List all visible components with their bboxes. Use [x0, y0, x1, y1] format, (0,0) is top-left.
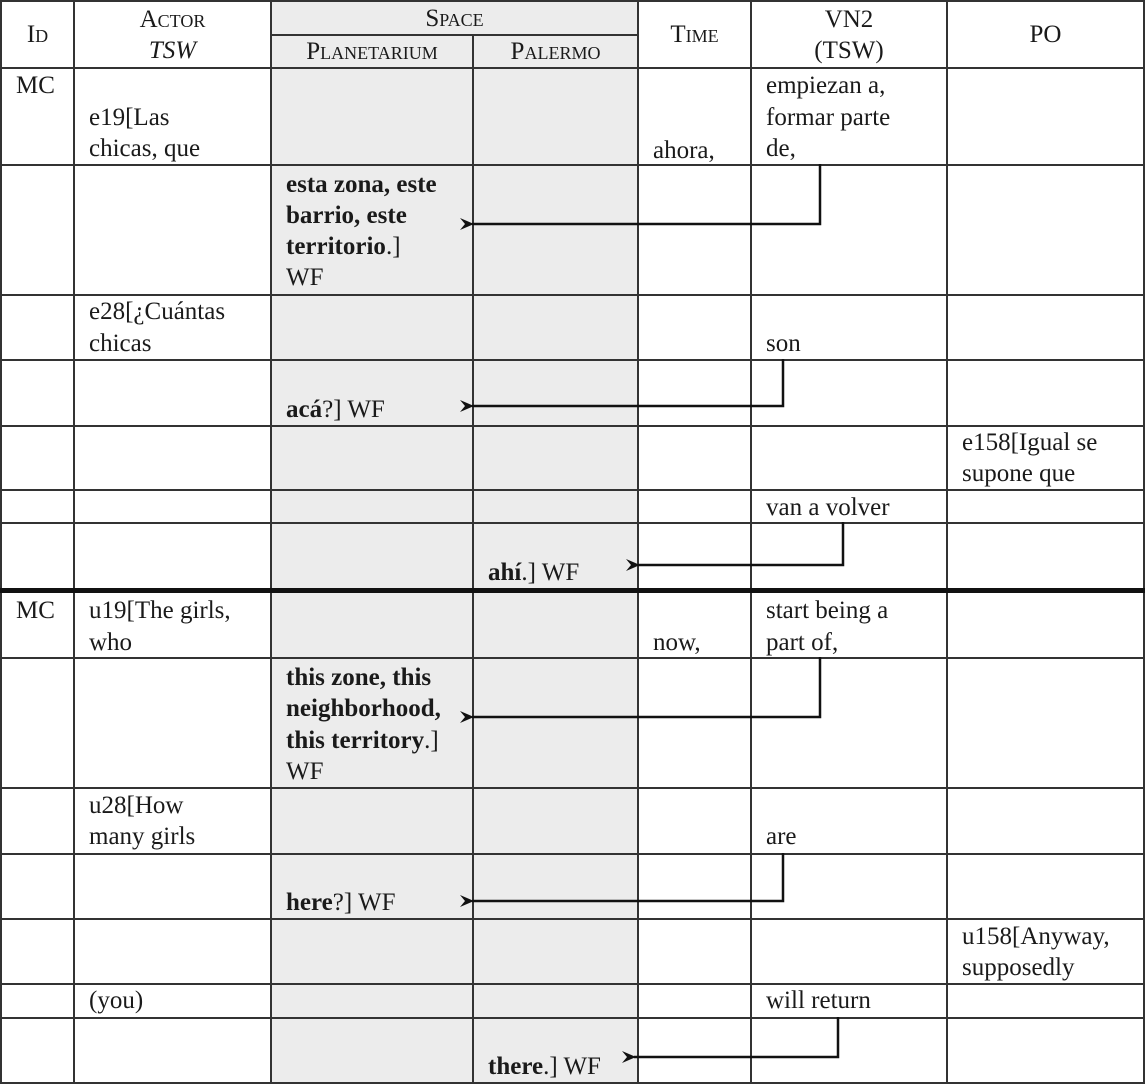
- planetarium-tail-text: .]: [424, 727, 439, 754]
- arrow-en-3: [634, 1017, 838, 1057]
- row-divider: [0, 489, 1145, 491]
- planetarium-tail-text: ?] WF: [322, 396, 385, 423]
- table-border-top: [0, 0, 1145, 2]
- planetarium-text: [286, 725, 439, 756]
- planetarium-text: [286, 394, 385, 425]
- row-divider: [0, 983, 1145, 985]
- palermo-tail-text: .] WF: [521, 559, 580, 586]
- vn2-text: van a volver: [766, 494, 890, 521]
- planetarium-text: [286, 231, 401, 262]
- actor-text: chicas: [89, 330, 152, 357]
- actor-text: many girls: [89, 823, 196, 850]
- time-text: now,: [653, 629, 701, 656]
- header-palermo: Palermo: [510, 38, 601, 65]
- planetarium-bold-text: here: [286, 889, 333, 916]
- header-vn2-sub: (TSW): [814, 37, 884, 64]
- planetarium-bold-text: acá: [286, 396, 323, 423]
- row-id: MC: [16, 597, 55, 624]
- row-divider: [0, 1017, 1145, 1019]
- header-space: Space: [425, 5, 484, 32]
- vn2-text: will return: [766, 987, 871, 1014]
- header-actor-sub: TSW: [148, 37, 197, 64]
- header-actor: Actor: [139, 6, 206, 33]
- planetarium-text: barrio, este: [286, 202, 407, 229]
- planetarium-text: WF: [286, 264, 324, 291]
- vn2-text: de,: [766, 135, 796, 162]
- actor-text: chicas, que: [89, 135, 201, 162]
- vn2-text: son: [766, 330, 801, 357]
- planetarium-tail-text: .]: [385, 233, 401, 260]
- palermo-text: [488, 557, 579, 588]
- row-divider: [0, 787, 1145, 789]
- vn2-text: empiezan a,: [766, 72, 886, 99]
- header-bottom-line: [0, 67, 1145, 69]
- row-divider: [0, 853, 1145, 855]
- vn2-text: formar parte: [766, 104, 891, 131]
- row-divider: [0, 657, 1145, 659]
- palermo-bold-text: ahí: [488, 559, 522, 586]
- palermo-tail-text: .] WF: [543, 1053, 601, 1080]
- row-divider: [0, 918, 1145, 920]
- po-text: supposedly: [962, 954, 1075, 981]
- vn2-text: part of,: [766, 629, 839, 656]
- planetarium-text: neighborhood,: [286, 695, 441, 722]
- row-divider: [0, 164, 1145, 166]
- section-divider: [0, 588, 1145, 593]
- planetarium-text: this zone, this: [286, 664, 432, 691]
- palermo-text: [488, 1051, 601, 1082]
- planetarium-text: WF: [286, 758, 324, 785]
- row-divider: [0, 359, 1145, 361]
- header-vn2: VN2: [824, 6, 874, 33]
- actor-text: e28[¿Cuántas: [89, 298, 226, 325]
- header-time: Time: [670, 21, 719, 48]
- column-divider: [472, 34, 474, 1083]
- header-planetarium: Planetarium: [306, 38, 438, 65]
- vn2-text: are: [766, 823, 797, 850]
- planetarium-tail-text: ?] WF: [332, 889, 396, 916]
- po-text: e158[Igual se: [962, 429, 1098, 456]
- row-id: MC: [16, 72, 55, 99]
- po-text: u158[Anyway,: [962, 923, 1110, 950]
- time-text: ahora,: [653, 137, 715, 164]
- actor-text: (you): [89, 987, 144, 1014]
- header-po: PO: [1029, 21, 1062, 48]
- planetarium-bold-text: territorio: [286, 233, 386, 260]
- planetarium-bold-text: this territory: [286, 727, 425, 754]
- actor-text: u19[The girls,: [89, 597, 231, 624]
- po-text: supone que: [962, 460, 1076, 487]
- row-divider: [0, 522, 1145, 524]
- palermo-bold-text: there: [488, 1053, 544, 1080]
- header-id: Id: [26, 21, 49, 48]
- actor-text: u28[How: [89, 792, 184, 819]
- arrow-es-3: [638, 522, 843, 565]
- planetarium-text: esta zona, este: [286, 171, 437, 198]
- planetarium-text: [286, 887, 395, 918]
- actor-text: e19[Las: [89, 104, 170, 131]
- vn2-text: start being a: [766, 597, 889, 624]
- actor-text: who: [89, 629, 133, 656]
